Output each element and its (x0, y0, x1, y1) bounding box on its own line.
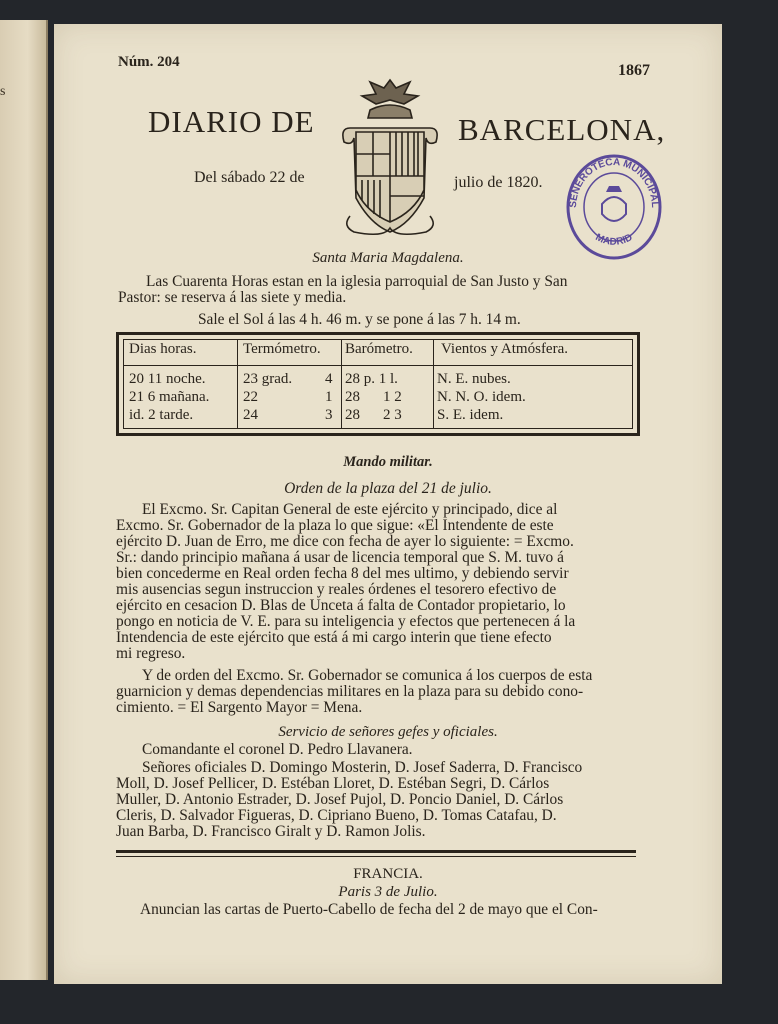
order-line: El Excmo. Sr. Capitan General de este ejército y principado, dice al (142, 501, 558, 518)
sun-times: Sale el Sol á las 4 h. 46 m. y se pone á las 7 h. 14 m. (198, 311, 521, 328)
facing-page-edge (0, 20, 48, 980)
order-line: mi regreso. (116, 645, 186, 662)
military-heading: Mando militar. (343, 454, 433, 470)
coat-of-arms-icon (330, 76, 450, 241)
svg-text:MADRID (594, 232, 635, 248)
table-header-days: Dias horas. (129, 341, 197, 357)
issue-date-right: julio de 1820. (454, 174, 543, 191)
table-cell: N. E. nubes. (437, 371, 511, 387)
france-heading: FRANCIA. (353, 866, 423, 882)
table-cell: 22 (243, 389, 258, 405)
order-line: Intendencia de este ejército que está á mi cargo interin que tiene efecto (116, 629, 552, 646)
table-cell: 1 (325, 389, 333, 405)
table-header-thermometer: Termómetro. (243, 341, 321, 357)
table-cell: 28 (345, 407, 360, 423)
table-cell: S. E. idem. (437, 407, 504, 423)
service-heading: Servicio de señores gefes y oficiales. (278, 724, 498, 740)
table-cell: 21 6 mañana. (129, 389, 210, 405)
saint-of-the-day: Santa Maria Magdalena. (312, 250, 464, 266)
table-cell: 1 2 (383, 389, 402, 405)
table-cell: 28 (345, 389, 360, 405)
table-cell: 4 (325, 371, 333, 387)
order-line: ejército en cesacion D. Blas de Unceta á falta de Contador propietario, lo (116, 597, 566, 614)
table-cell: 23 grad. (243, 371, 293, 387)
officers-line: Cleris, D. Salvador Figueras, D. Cipriano Bueno, D. Tomas Catafau, D. (116, 807, 557, 824)
stamp-text: SENEROTECA MUNICIPAL (567, 156, 661, 209)
section-divider-thin (116, 856, 636, 857)
order-line: ejército D. Juan de Erro, me dice con fecha de ayer lo siguiente: = Excmo. (116, 533, 574, 550)
order-line: Sr.: dando principio mañana á usar de licencia temporal que S. M. tuvo á (116, 549, 564, 566)
table-cell: 3 (325, 407, 333, 423)
facing-page-mark: s (0, 84, 6, 99)
order-line: cimiento. = El Sargento Mayor = Mena. (116, 699, 363, 716)
military-subheading: Orden de la plaza del 21 de julio. (284, 480, 492, 497)
svg-text:SENEROTECA MUNICIPAL (568, 157, 660, 208)
issue-number: Núm. 204 (118, 54, 180, 70)
table-cell: 28 p. 1 l. (345, 371, 398, 387)
officers-line: Juan Barba, D. Francisco Giralt y D. Ramon Jolis. (116, 823, 426, 840)
commander-line: Comandante el coronel D. Pedro Llavanera. (142, 741, 413, 758)
table-cell: 20 11 noche. (129, 371, 206, 387)
issue-date-left: Del sábado 22 de (194, 169, 305, 186)
order-line: mis ausencias segun instruccion y reales órdenes el tesorero efectivo de (116, 581, 557, 598)
order-line: pongo en noticia de V. E. para su inteligencia y efectos que pertenecen á la (116, 613, 576, 630)
france-dateline: Paris 3 de Julio. (338, 884, 438, 900)
table-cell: 2 3 (383, 407, 402, 423)
intro-line-1: Las Cuarenta Horas estan en la iglesia parroquial de San Justo y San (146, 273, 568, 290)
masthead-title-left: DIARIO DE (148, 104, 315, 139)
france-text: Anuncian las cartas de Puerto-Cabello de fecha del 2 de mayo que el Con- (140, 901, 598, 918)
intro-line-2: Pastor: se reserva á las siete y media. (118, 289, 347, 306)
stamp-city: MADRID (593, 232, 635, 248)
table-header-winds: Vientos y Atmósfera. (441, 341, 568, 357)
officers-line: Señores oficiales D. Domingo Mosterin, D. Josef Saderra, D. Francisco (142, 759, 583, 776)
page-number: 1867 (618, 62, 650, 79)
order-line: bien concederme en Real orden fecha 8 del mes ultimo, y debiendo servir (116, 565, 569, 582)
newspaper-page (54, 24, 722, 984)
table-header-barometer: Barómetro. (345, 341, 413, 357)
officers-line: Moll, D. Josef Pellicer, D. Estéban Lloret, D. Estéban Segri, D. Cárlos (116, 775, 550, 792)
weather-table (116, 332, 640, 436)
officers-line: Muller, D. Antonio Estrader, D. Josef Pujol, D. Poncio Daniel, D. Cárlos (116, 791, 564, 808)
order-line: Y de orden del Excmo. Sr. Gobernador se comunica á los cuerpos de esta (142, 667, 593, 684)
order-line: Excmo. Sr. Gobernador de la plaza lo que sigue: «El Intendente de este (116, 517, 554, 534)
masthead-title-right: BARCELONA, (458, 112, 666, 147)
table-cell: id. 2 tarde. (129, 407, 194, 423)
section-divider (116, 850, 636, 853)
table-cell: N. N. O. idem. (437, 389, 526, 405)
order-line: guarnicion y demas dependencias militares en la plaza para su debido cono- (116, 683, 584, 700)
table-cell: 24 (243, 407, 258, 423)
